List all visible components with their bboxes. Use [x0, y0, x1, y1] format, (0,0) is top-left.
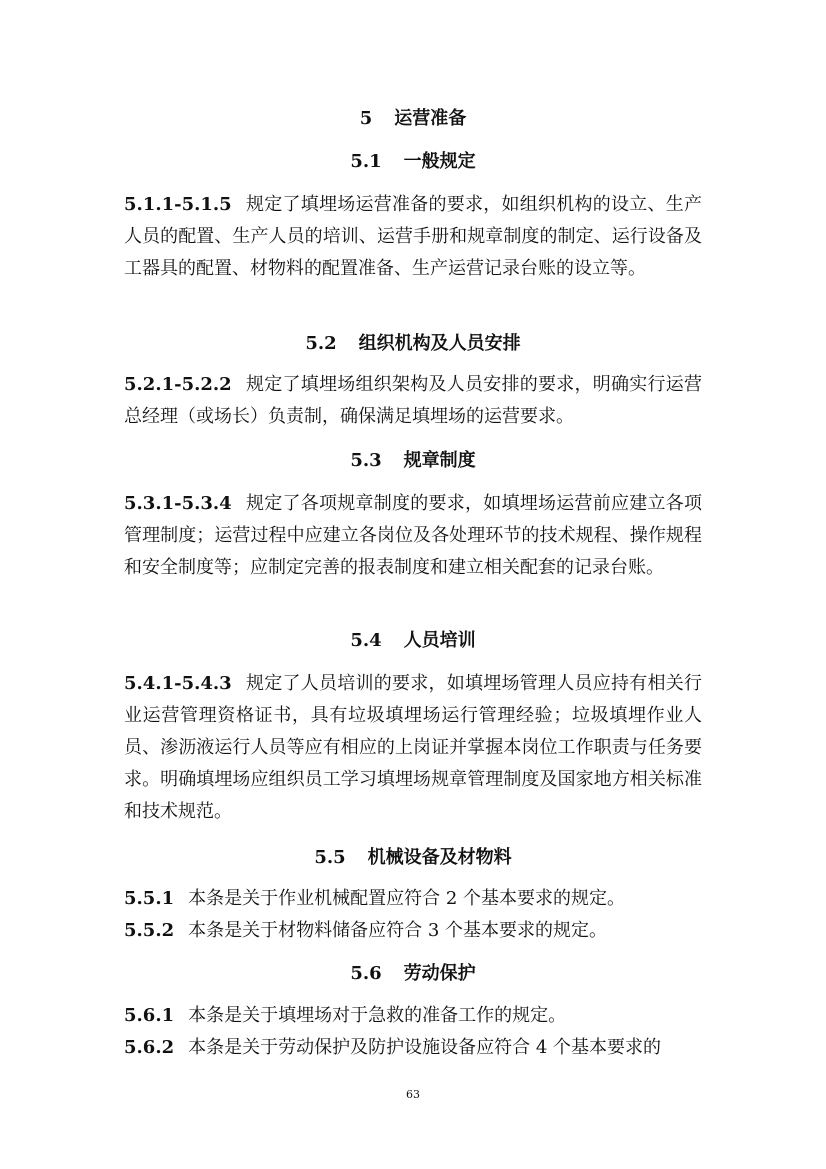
clause-5-6-2 [124, 1032, 702, 1064]
clause-5-4-1 [124, 668, 702, 828]
clause-label: 5.4.1-5.4.3 [124, 673, 232, 694]
clause-label: 5.5.2 [124, 920, 175, 941]
clause-5-3-1 [124, 488, 702, 584]
section-heading-5 [124, 107, 702, 131]
section-number: 5.4 [350, 630, 382, 651]
section-number: 5.2 [305, 333, 337, 354]
section-heading-5-1 [124, 150, 702, 174]
clause-label: 5.2.1-5.2.2 [124, 374, 232, 395]
clause-label: 5.6.1 [124, 1005, 175, 1026]
clause-label: 5.1.1-5.1.5 [124, 194, 232, 215]
section-title: 运营准备 [394, 108, 467, 129]
section-heading-5-6 [124, 962, 702, 986]
section-title: 人员培训 [403, 630, 476, 651]
section-number: 5.1 [350, 151, 382, 172]
clause-text: 规定了填埋场运营准备的要求，如组织机构的设立、生产人员的配置、生产人员的培训、运营手册和规章制度的制定、运行设备及工器具的配置、材物料的配置准备、生产运营记录台账的设立等。 [124, 194, 702, 279]
clause-text: 规定了填埋场组织架构及人员安排的要求，明确实行运营总经理（或场长）负责制，确保满足填埋场的运营要求。 [124, 374, 702, 427]
clause-label: 5.6.2 [124, 1037, 175, 1058]
clause-5-1-1 [124, 189, 702, 285]
clause-text: 规定了人员培训的要求，如填埋场管理人员应持有相关行业运营管理资格证书，具有垃圾填埋场运行管理经验；垃圾填埋作业人员、渗沥液运行人员等应有相应的上岗证并掌握本岗位工作职责与任务要求。明确填埋场应组织员工学习填埋场规章管理制度及国家地方相关标准和技术规范。 [124, 673, 702, 822]
section-title: 劳动保护 [403, 963, 476, 984]
clause-label: 5.3.1-5.3.4 [124, 493, 232, 514]
clause-text: 本条是关于材物料储备应符合 3 个基本要求的规定。 [188, 920, 608, 941]
clause-label: 5.5.1 [124, 888, 175, 909]
clause-5-5-2 [124, 915, 702, 947]
clause-text: 本条是关于填埋场对于急救的准备工作的规定。 [188, 1005, 567, 1026]
clause-text: 本条是关于劳动保护及防护设施设备应符合 4 个基本要求的 [188, 1037, 662, 1058]
section-heading-5-2 [124, 332, 702, 356]
section-number: 5.3 [350, 450, 382, 471]
section-heading-5-5 [124, 846, 702, 870]
section-number: 5 [359, 108, 373, 129]
clause-text: 规定了各项规章制度的要求，如填埋场运营前应建立各项管理制度；运营过程中应建立各岗位及各处理环节的技术规程、操作规程和安全制度等；应制定完善的报表制度和建立相关配套的记录台账。 [124, 493, 702, 578]
page-number: 63 [406, 1088, 420, 1101]
section-title: 规章制度 [403, 450, 476, 471]
section-title: 机械设备及材物料 [367, 847, 512, 868]
section-heading-5-3 [124, 449, 702, 473]
section-title: 组织机构及人员安排 [358, 333, 521, 354]
section-number: 5.6 [350, 963, 382, 984]
clause-5-5-1 [124, 883, 702, 915]
clause-5-6-1 [124, 1000, 702, 1032]
section-heading-5-4 [124, 629, 702, 653]
section-title: 一般规定 [403, 151, 476, 172]
clause-text: 本条是关于作业机械配置应符合 2 个基本要求的规定。 [188, 888, 626, 909]
section-number: 5.5 [314, 847, 346, 868]
clause-5-2-1 [124, 369, 702, 433]
